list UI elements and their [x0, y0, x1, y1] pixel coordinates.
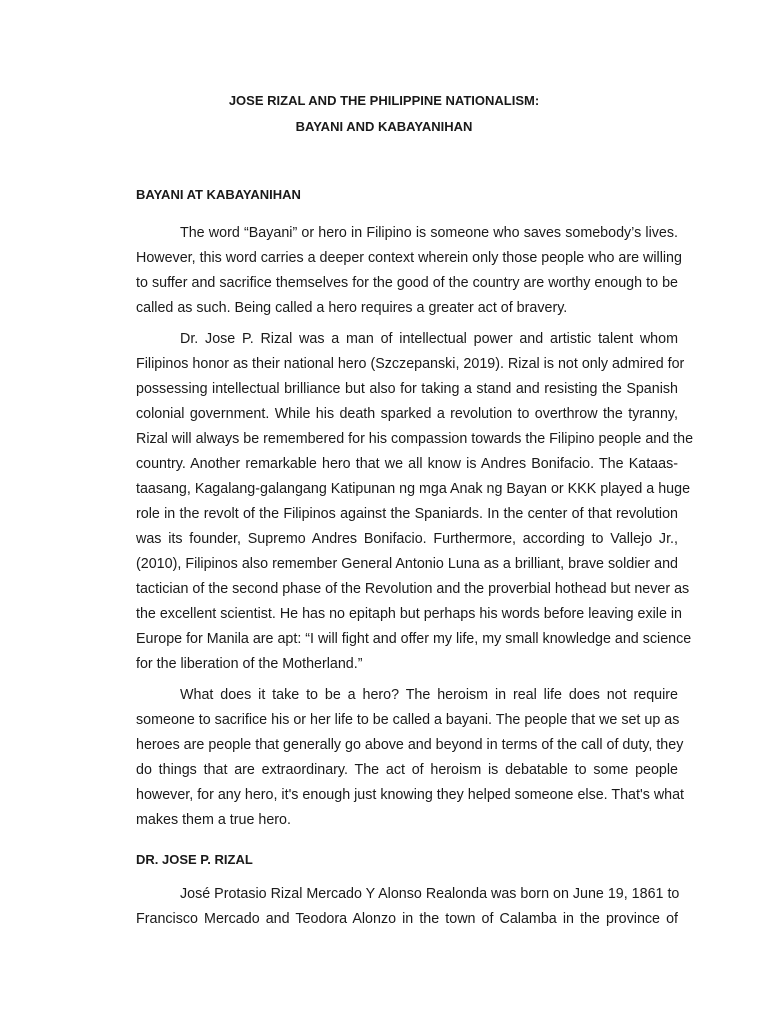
paragraph-rizal-heroes [136, 327, 694, 677]
paragraph-line: What does it take to be a hero? The heroism in real life does not require [180, 687, 678, 703]
paragraph-line: possessing intellectual brilliance but also for taking a stand and resisting the Spanish [136, 381, 678, 397]
paragraph-line: the excellent scientist. He has no epitaph but perhaps his words before leaving exile in [136, 606, 682, 622]
title-line-2: BAYANI AND KABAYANIHAN [295, 119, 473, 134]
paragraph-line: Francisco Mercado and Teodora Alonzo in the town of Calamba in the province of [136, 911, 678, 927]
paragraph-line: (2010), Filipinos also remember General Antonio Luna as a brilliant, brave soldier and [136, 556, 678, 572]
paragraph-line: colonial government. While his death sparked a revolution to overthrow the tyranny, [136, 406, 678, 422]
section-heading-rizal: DR. JOSE P. RIZAL [136, 852, 253, 867]
paragraph-rizal-birth [136, 882, 678, 932]
document-title [0, 88, 768, 140]
paragraph-line: José Protasio Rizal Mercado Y Alonso Realonda was born on June 19, 1861 to [180, 886, 680, 902]
paragraph-line: However, this word carries a deeper context wherein only those people who are willing [136, 250, 682, 266]
title-line-1: JOSE RIZAL AND THE PHILIPPINE NATIONALISM: [228, 93, 540, 108]
paragraph-line: however, for any hero, it's enough just knowing they helped someone else. That's what [136, 787, 685, 803]
paragraph-line: makes them a true hero. [136, 812, 291, 828]
paragraph-line: called as such. Being called a hero requires a greater act of bravery. [136, 300, 568, 316]
paragraph-line: Filipinos honor as their national hero (Szczepanski, 2019). Rizal is not only admired for [136, 356, 685, 372]
paragraph-line: Europe for Manila are apt: “I will fight and offer my life, my small knowledge and science [136, 631, 692, 647]
paragraph-line: was its founder, Supremo Andres Bonifacio. Furthermore, according to Vallejo Jr., [136, 531, 678, 547]
paragraph-line: Dr. Jose P. Rizal was a man of intellectual power and artistic talent whom [180, 331, 678, 347]
paragraph-bayani-definition [136, 221, 682, 321]
paragraph-line: role in the revolt of the Filipinos against the Spaniards. In the center of that revolution [136, 506, 678, 522]
document-body [136, 178, 694, 932]
paragraph-line: someone to sacrifice his or her life to be called a bayani. The people that we set up as [136, 712, 680, 728]
paragraph-line: The word “Bayani” or hero in Filipino is someone who saves somebody’s lives. [180, 225, 678, 241]
paragraph-line: Rizal will always be remembered for his compassion towards the Filipino people and the [136, 431, 694, 447]
paragraph-line: taasang, Kagalang-galangang Katipunan ng mga Anak ng Bayan or KKK played a huge [136, 481, 691, 497]
paragraph-line: heroes are people that generally go above and beyond in terms of the call of duty, they [136, 737, 684, 753]
section-heading-bayani: BAYANI AT KABAYANIHAN [136, 187, 301, 202]
paragraph-line: to suffer and sacrifice themselves for the good of the country are worthy enough to be [136, 275, 678, 291]
paragraph-what-is-hero [136, 683, 685, 833]
paragraph-line: tactician of the second phase of the Revolution and the proverbial hothead but never as [136, 581, 690, 597]
paragraph-line: country. Another remarkable hero that we all know is Andres Bonifacio. The Kataas- [136, 456, 678, 472]
paragraph-line: do things that are extraordinary. The act of heroism is debatable to some people [136, 762, 678, 778]
paragraph-line: for the liberation of the Motherland.” [136, 656, 363, 672]
